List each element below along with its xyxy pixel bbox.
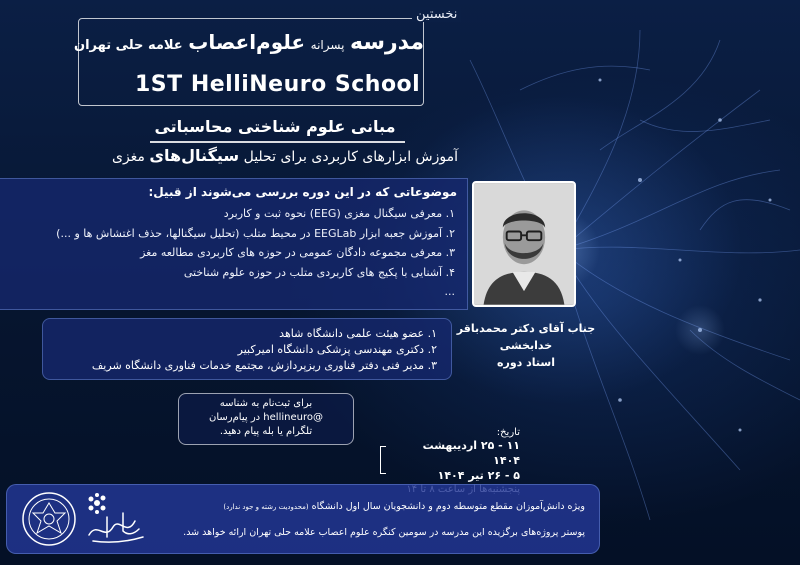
registration-line3: تلگرام یا بله پیام دهید.: [219, 426, 313, 437]
helli-logo-icon: [83, 491, 149, 547]
dates-label: تاریخ:: [496, 427, 520, 438]
teacher-caption: [452, 320, 600, 371]
course-subtitle: [60, 146, 510, 165]
seasonal-word: پسرانه: [310, 38, 345, 52]
list-item: ۴. آشنایی با پکیج های کاربردی متلب در حوزه علوم شناختی: [183, 265, 455, 279]
neuro-word: علوم‌اعصاب: [188, 30, 306, 54]
school-seal-icon: [21, 491, 77, 547]
list-item: ۲. آموزش جعبه ابزار EEGLab در محیط متلب (تحلیل سیگنالها، حذف اغتشاش ها و ...): [56, 226, 455, 240]
helli-word: علامه حلی تهران: [73, 38, 183, 53]
teacher-name: جناب آقای دکتر محمدباقر خدابخشی: [456, 322, 596, 352]
registration-line1: برای ثبت‌نام به شناسه: [219, 398, 313, 409]
audience-subnote: (محدودیت رشته و جود ندارد): [223, 503, 309, 511]
teacher-portrait: [474, 183, 574, 305]
date-range-2: ۵ - ۲۶ تیر ۱۴۰۴: [437, 469, 520, 482]
list-item: ۳. مدیر فنی دفتر فناوری ریزپردازش، مجتمع خدمات فناوری دانشگاه شریف: [91, 359, 437, 372]
footer-box: [6, 484, 600, 554]
audience-note: [223, 501, 585, 512]
list-item: ۳. معرفی مجموعه دادگان عمومی در حوزه های کاربردی مطالعه مغز: [140, 246, 455, 259]
audience-text: ویژه دانش‌آموزان مقطع متوسطه دوم و دانشجویان سال اول دانشگاه: [311, 501, 585, 512]
course-title: مبانی علوم شناختی محاسباتی: [154, 117, 396, 136]
dates-bracket: [380, 446, 386, 474]
teacher-photo: [472, 181, 576, 307]
subtitle-part1: آموزش ابزارهای کاربردی برای تحلیل: [243, 149, 459, 165]
list-item: ۱. عضو هیئت علمی دانشگاه شاهد: [279, 327, 437, 340]
list-item: ...: [444, 285, 455, 298]
topics-list: [0, 204, 455, 302]
list-item: ۲. دکتری مهندسی پزشکی دانشگاه امیرکبیر: [237, 343, 437, 356]
topics-box: [0, 178, 468, 310]
school-title-en: 1ST HelliNeuro School: [135, 72, 421, 97]
teacher-bio-box: [42, 318, 452, 380]
topics-heading: موضوعاتی که در این دوره بررسی می‌شوند از قبیل:: [148, 185, 457, 199]
school-word: مدرسه: [350, 30, 424, 55]
first-edition-tag: نخستین: [412, 7, 461, 22]
school-title-fa: [74, 30, 424, 55]
subtitle-part2: مغزی: [111, 149, 145, 165]
title-underline: [150, 141, 405, 143]
date-range-1: ۱۱ - ۲۵ اردیبهشت ۱۴۰۴: [422, 439, 520, 467]
list-item: ۱. معرفی سیگنال مغزی (EEG) نحوه ثبت و کاربرد: [223, 207, 455, 220]
subtitle-bold: سیگنال‌های: [149, 146, 240, 165]
registration-box: [178, 393, 354, 445]
registration-line2[interactable]: @hellineuro در پیام‌رسان: [209, 412, 323, 423]
teacher-role: استاد دوره: [497, 356, 555, 369]
bio-list: [47, 326, 437, 374]
poster-note: پوستر پروژه‌های برگزیده این مدرسه در سومین کنگره علوم اعصاب علامه حلی تهران ارائه خواهد شد.: [183, 527, 585, 538]
